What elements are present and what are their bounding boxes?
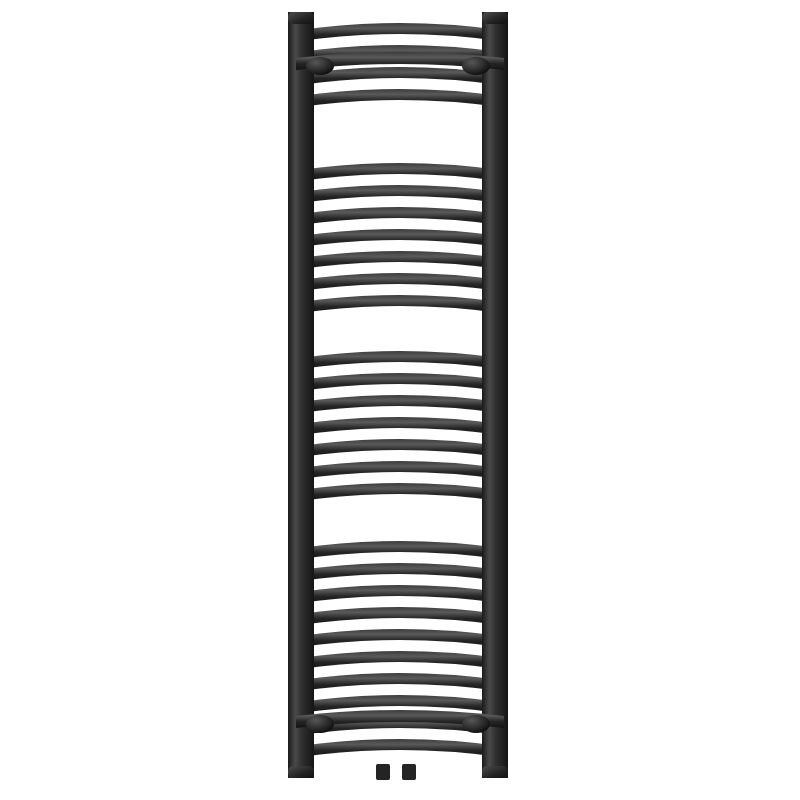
left-post-bottom-cap [288,766,314,778]
bottom-connector-left [376,764,390,780]
right-vertical-post [482,12,508,778]
bottom-left-valve-icon [306,715,334,733]
towel-bar [300,395,500,413]
towel-bar [300,483,500,501]
towel-bar [300,229,500,247]
towel-bar [300,23,500,41]
towel-bar [300,295,500,313]
bottom-right-valve-icon [462,715,490,733]
towel-bar [300,607,500,625]
towel-bar [300,417,500,435]
bottom-connector-group [376,764,416,780]
towel-bar [300,163,500,181]
towel-bar [300,251,500,269]
towel-bar-group [300,23,500,757]
left-vertical-post [288,12,314,778]
towel-bar [300,585,500,603]
towel-bar [300,739,500,757]
bottom-connector-right [402,764,416,780]
crossbar-group [296,52,504,728]
towel-bar [300,273,500,291]
right-post-bottom-cap [482,766,508,778]
towel-bar [300,673,500,691]
towel-bar [300,351,500,369]
towel-bar [300,541,500,559]
towel-bar [300,461,500,479]
towel-bar [300,651,500,669]
towel-bar [300,89,500,107]
left-post-top-cap [288,12,314,24]
right-post-top-cap [482,12,508,24]
top-left-valve-icon [306,57,334,75]
towel-bar [300,207,500,225]
towel-bar [300,439,500,457]
towel-bar [300,629,500,647]
towel-bar [300,373,500,391]
towel-bar [300,563,500,581]
top-right-valve-icon [462,57,490,75]
towel-bar [300,185,500,203]
